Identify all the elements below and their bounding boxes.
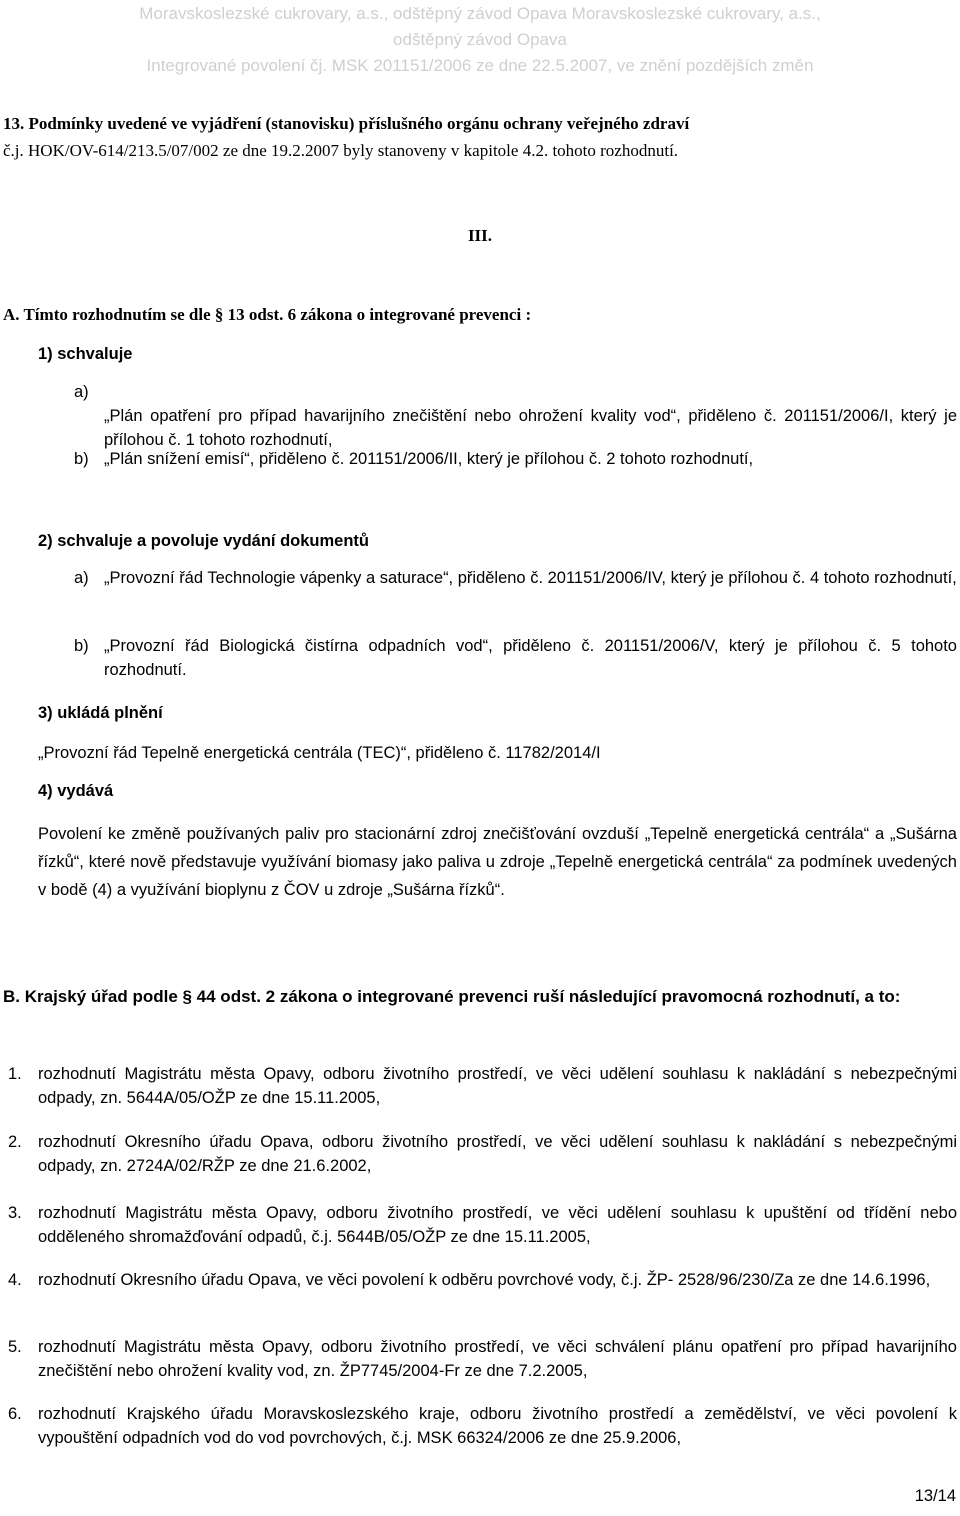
list-item-text: rozhodnutí Krajského úřadu Moravskoslezského kraje, odboru životního prostředí a zemědělství, ve věci povolení k vypouštění odpadních vod do vod povrchových, č.j. MSK 66324/2006 ze dne 25.9.2006, [38, 1405, 957, 1447]
point-1-label: 1) schvaluje [38, 345, 133, 363]
section-b-list [0, 1062, 960, 1462]
item-13-text: č.j. HOK/OV-614/213.5/07/002 ze dne 19.2.2007 byly stanoveny v kapitole 4.2. tohoto rozhodnutí. [3, 141, 679, 160]
list-item [0, 1402, 960, 1462]
list-item-text: rozhodnutí Magistrátu města Opavy, odboru životního prostředí, ve věci udělení souhlasu k nakládání s nebezpečnými odpady, zn. 5644A/05/OŽP ze dne 15.11.2005, [38, 1065, 957, 1107]
point-2b-label: b) [74, 637, 89, 655]
list-item-number: 5. [8, 1338, 22, 1356]
list-item-number: 6. [8, 1405, 22, 1423]
point-4-label: 4) vydává [38, 782, 114, 800]
point-4-text: Povolení ke změně používaných paliv pro stacionární zdroj znečišťování ovzduší „Tepelně energetická centrála“ a „Sušárna řízků“, které nově představuje využívání biomasy jako paliva u zdroje „Tepelně energetická centrála“ za podmínek uvedených v bodě (4) a využívání bioplynu z ČOV u zdroje „Sušárna řízků“. [38, 825, 957, 899]
section-iii-title: III. [467, 226, 493, 245]
list-item-number: 2. [8, 1133, 22, 1151]
header-branch-line: odštěpný závod Opava [393, 30, 567, 49]
point-2a-text: „Provozní řád Technologie vápenky a saturace“, přiděleno č. 201151/2006/IV, který je přílohou č. 4 tohoto rozhodnutí, [104, 569, 957, 587]
list-item [0, 1335, 960, 1402]
point-2a-label: a) [74, 569, 89, 587]
item-13-heading: 13. Podmínky uvedené ve vyjádření (stanovisku) příslušného orgánu ochrany veřejného zdraví [3, 114, 690, 133]
section-b-heading: B. Krajský úřad podle § 44 odst. 2 zákona o integrované prevenci ruší následující pravomocná rozhodnutí, a to: [3, 987, 901, 1006]
list-item-text: rozhodnutí Okresního úřadu Opava, odboru životního prostředí, ve věci udělení souhlasu k nakládání s nebezpečnými odpady, zn. 2724A/02/RŽP ze dne 21.6.2002, [38, 1133, 957, 1175]
point-1a-label: a) [74, 383, 89, 401]
point-3-text: „Provozní řád Tepelně energetická centrála (TEC)“, přiděleno č. 11782/2014/I [38, 744, 601, 762]
item-13 [3, 112, 953, 163]
list-item-text: rozhodnutí Okresního úřadu Opava, ve věci povolení k odběru povrchové vody, č.j. ŽP- 2528/96/230/Za ze dne 14.6.1996, [38, 1271, 931, 1289]
list-item-number: 3. [8, 1204, 22, 1222]
header-permit-line: Integrované povolení čj. MSK 201151/2006 ze dne 22.5.2007, ve znění pozdějších změn [146, 56, 814, 75]
page-number: 13/14 [914, 1487, 956, 1505]
list-item [0, 1268, 960, 1335]
point-2b-text: „Provozní řád Biologická čistírna odpadních vod“, přiděleno č. 201151/2006/V, který je přílohou č. 5 tohoto rozhodnutí. [104, 637, 957, 679]
list-item [0, 1130, 960, 1201]
point-1a-text [104, 380, 957, 452]
point-1b-text: „Plán snížení emisí“, přiděleno č. 201151/2006/II, který je přílohou č. 2 tohoto rozhodnutí, [104, 450, 754, 468]
point-3-label: 3) ukládá plnění [38, 704, 163, 722]
list-item-number: 1. [8, 1065, 22, 1083]
list-item [0, 1062, 960, 1130]
list-item-number: 4. [8, 1271, 22, 1289]
header-company-line: Moravskoslezské cukrovary, a.s., odštěpný závod Opava Moravskoslezské cukrovary, a.s., [139, 4, 821, 23]
section-a-heading: A. Tímto rozhodnutím se dle § 13 odst. 6 zákona o integrované prevenci : [3, 305, 532, 324]
point-1b-label: b) [74, 450, 89, 468]
point-2-label: 2) schvaluje a povoluje vydání dokumentů [38, 532, 369, 550]
list-item-text: rozhodnutí Magistrátu města Opavy, odboru životního prostředí, ve věci schválení plánu opatření pro případ havarijního znečištění nebo ohrožení kvality vod, zn. ŽP7745/2004-Fr ze dne 7.2.2005, [38, 1338, 957, 1380]
list-item-text: rozhodnutí Magistrátu města Opavy, odboru životního prostředí, ve věci udělení souhlasu k upuštění od třídění nebo odděleného shromažďování odpadů, č.j. 5644B/05/OŽP ze dne 15.11.2005, [38, 1204, 957, 1246]
point-1a-text-body: „Plán opatření pro případ havarijního znečištění nebo ohrožení kvality vod“, přiděleno č. 201151/2006/I, který je přílohou č. 1 tohoto rozhodnutí, [104, 407, 957, 449]
list-item [0, 1201, 960, 1268]
